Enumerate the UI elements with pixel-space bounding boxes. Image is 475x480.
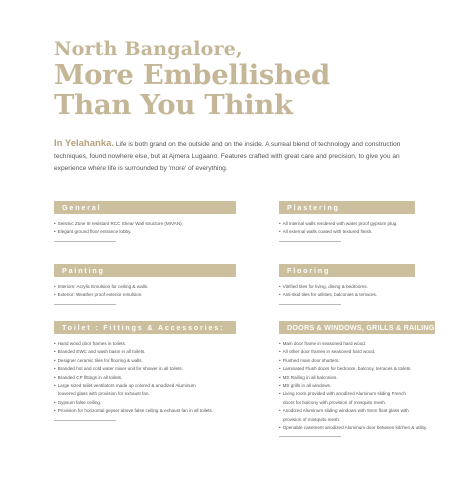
bullet-icon: • bbox=[279, 284, 281, 289]
section-title-doors-windows: DOORS & WINDOWS, GRILLS & RAILING bbox=[279, 321, 435, 334]
list-item bbox=[54, 220, 236, 228]
bullet-icon: • bbox=[54, 284, 56, 289]
list-item bbox=[279, 365, 435, 373]
list-item bbox=[279, 340, 435, 348]
list-doors-windows bbox=[279, 340, 435, 432]
bullet-icon: • bbox=[279, 229, 281, 235]
divider bbox=[279, 304, 341, 305]
list-item-text: MS grills in all windows. bbox=[282, 383, 332, 389]
divider bbox=[54, 420, 116, 421]
bullet-icon: • bbox=[54, 399, 56, 405]
list-item-text: Anodized Aluminum sliding windows with 5mm float glass with bbox=[282, 408, 409, 414]
bullet-icon: • bbox=[279, 374, 281, 380]
list-item-text: All external walls coated with textured finish. bbox=[282, 229, 373, 235]
bullet-icon: • bbox=[54, 221, 56, 226]
section-general bbox=[54, 201, 236, 242]
divider bbox=[279, 241, 341, 242]
divider bbox=[54, 241, 116, 242]
section-title-toilet: Toilet : Fittings & Accessories: bbox=[54, 321, 236, 334]
list-item bbox=[54, 291, 236, 299]
list-item bbox=[279, 357, 435, 365]
list-item-text: Large sized toilet ventilators made up colored & anodized Aluminum bbox=[57, 383, 196, 389]
bullet-icon: • bbox=[54, 357, 56, 363]
list-item bbox=[279, 390, 435, 398]
list-item-text: Main door frame in seasoned hard wood. bbox=[282, 341, 367, 346]
list-item bbox=[54, 374, 236, 382]
list-painting bbox=[54, 283, 236, 300]
list-item bbox=[54, 399, 236, 407]
list-item bbox=[54, 357, 236, 365]
list-item-text: Designer ceramic tiles for flooring & walls. bbox=[57, 357, 143, 363]
list-item-text: Flushed main door shutters. bbox=[282, 357, 340, 363]
list-item-text: Exterior: Weather proof exterior emulsion. bbox=[57, 292, 143, 298]
list-item bbox=[279, 283, 415, 291]
list-item bbox=[279, 399, 435, 407]
intro-text: Life is both grand on the outside and on the inside. A surreal blend of technology and construction techniques, found nowhere else, but at Ajmera Lugaano. Features crafted with great care and precision, to give you an experience where life is surrounded by 'more' of everything. bbox=[54, 141, 401, 172]
list-item-text: Interiors: Acrylic Emulsion for ceiling & walls. bbox=[57, 284, 149, 289]
list-item-text: Elegant ground floor entrance lobby. bbox=[57, 229, 132, 235]
list-item bbox=[279, 374, 435, 382]
list-toilet bbox=[54, 340, 236, 416]
list-item-text: Laminated Flush doors for bedroom, balcony, terraces & toilets. bbox=[282, 366, 412, 372]
intro-lead: In Yelahanka. bbox=[54, 138, 115, 149]
heading-line-1: North Bangalore, bbox=[54, 38, 243, 60]
list-item bbox=[54, 390, 236, 398]
list-item-text: Branded EWC and wash basin in all toilets. bbox=[57, 349, 146, 355]
section-title-painting: Painting bbox=[54, 264, 236, 277]
list-item-text: Hand wood door frames in toilets. bbox=[57, 341, 127, 346]
list-item-text: Branded hot and cold water mixer unit for shower in all toilets. bbox=[57, 366, 183, 372]
divider bbox=[279, 436, 341, 437]
list-item-text: Gypsum false ceiling. bbox=[57, 399, 102, 405]
intro-paragraph bbox=[54, 138, 414, 175]
list-general bbox=[54, 220, 236, 237]
list-item-text: provision of mosquito mesh. bbox=[283, 416, 341, 422]
bullet-icon: • bbox=[54, 349, 56, 355]
bullet-icon: • bbox=[54, 292, 56, 298]
bullet-icon: • bbox=[54, 341, 56, 346]
list-item-text: MS Railing in all balconies. bbox=[282, 374, 338, 380]
bullet-icon: • bbox=[279, 366, 281, 372]
list-item bbox=[279, 416, 435, 424]
list-item-text: Branded CP fittings in all toilets. bbox=[57, 374, 123, 380]
list-item bbox=[279, 382, 435, 390]
section-plastering bbox=[279, 201, 415, 242]
section-title-plastering: Plastering bbox=[279, 201, 415, 214]
list-item bbox=[279, 407, 435, 415]
section-title-flooring: Flooring bbox=[279, 264, 415, 277]
list-item bbox=[279, 220, 415, 228]
list-item bbox=[279, 291, 415, 299]
bullet-icon: • bbox=[54, 408, 56, 414]
bullet-icon: • bbox=[279, 408, 281, 414]
list-item-text: doors for balcony with provision of mosquito mesh. bbox=[283, 399, 387, 405]
list-item bbox=[279, 424, 435, 432]
bullet-icon: • bbox=[279, 292, 281, 298]
bullet-icon: • bbox=[279, 357, 281, 363]
list-item bbox=[54, 348, 236, 356]
list-item-text: Provision for horizontal geyser above false ceiling & exhaust fan in all toilets. bbox=[57, 408, 214, 414]
divider bbox=[54, 304, 116, 305]
list-item-text: Living room provided with anodized Aluminum sliding French bbox=[282, 391, 406, 397]
list-item-text: Vitrified tiles for living, dining & bedrooms. bbox=[282, 284, 368, 289]
list-item bbox=[54, 365, 236, 373]
bullet-icon: • bbox=[279, 383, 281, 389]
list-item-text: Openable casement anodized Aluminum door between kitchen & utility. bbox=[282, 425, 428, 431]
list-item-text: All other door frames in seasoned hard wood. bbox=[282, 349, 376, 355]
list-item bbox=[54, 228, 236, 236]
bullet-icon: • bbox=[279, 221, 281, 226]
list-item bbox=[279, 228, 415, 236]
list-plastering bbox=[279, 220, 415, 237]
list-item bbox=[54, 407, 236, 415]
page-heading bbox=[54, 38, 330, 120]
list-item bbox=[54, 340, 236, 348]
bullet-icon: • bbox=[279, 425, 281, 431]
heading-line-3: Than You Think bbox=[54, 89, 293, 121]
heading-line-2: More Embellished bbox=[54, 59, 330, 91]
bullet-icon: • bbox=[54, 383, 56, 389]
bullet-icon: • bbox=[54, 374, 56, 380]
section-painting bbox=[54, 264, 236, 305]
section-doors-windows bbox=[279, 321, 435, 437]
bullet-icon: • bbox=[54, 229, 56, 235]
list-item bbox=[54, 283, 236, 291]
section-toilet bbox=[54, 321, 236, 421]
bullet-icon: • bbox=[54, 366, 56, 372]
bullet-icon: • bbox=[279, 341, 281, 346]
list-item-text: All internal walls rendered with water proof gypsum plug. bbox=[282, 221, 398, 226]
list-flooring bbox=[279, 283, 415, 300]
bullet-icon: • bbox=[279, 349, 281, 355]
list-item-text: Anti-skid tiles for utilities, balconies & terraces. bbox=[282, 292, 378, 298]
section-title-general: General bbox=[54, 201, 236, 214]
list-item-text: Seismic Zone III resistant RCC Shear Wall structure (MIVAN). bbox=[57, 221, 183, 226]
section-flooring bbox=[279, 264, 415, 305]
list-item bbox=[279, 348, 435, 356]
list-item bbox=[54, 382, 236, 390]
bullet-icon: • bbox=[279, 391, 281, 397]
list-item-text: louvered glass with provision for exhaust fan. bbox=[58, 391, 150, 397]
